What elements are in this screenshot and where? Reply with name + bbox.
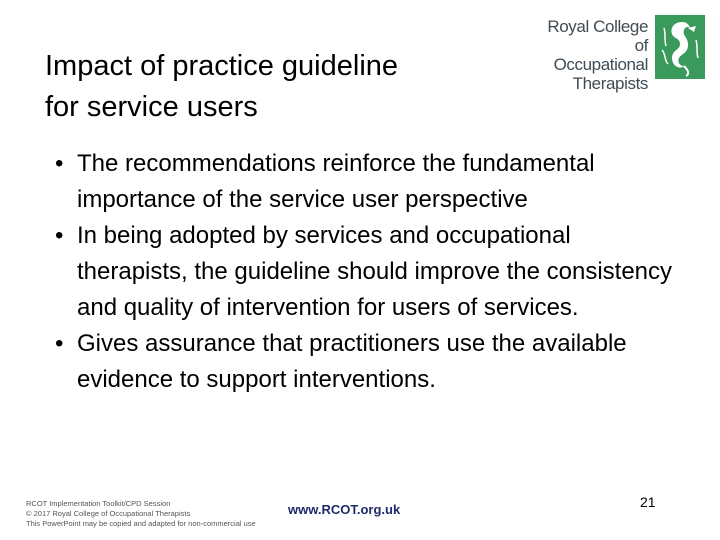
title-line-2: for service users	[45, 91, 258, 123]
footer-line-1: RCOT Implementation Toolkit/CPD Session	[26, 499, 171, 508]
bullet-marker: •	[55, 150, 64, 177]
slide-title	[45, 46, 545, 128]
seahorse-crest-icon	[654, 14, 706, 80]
bullet-marker: •	[55, 222, 64, 249]
bullet-marker: •	[55, 330, 64, 357]
page-number: 21	[640, 494, 656, 510]
rcot-logo	[530, 14, 710, 93]
bullet-item	[55, 146, 675, 218]
bullet-item	[55, 326, 675, 398]
bullet-text: In being adopted by services and occupational therapists, the guideline should improve the consistency and quality of intervention for users of services.	[77, 222, 673, 321]
title-line-1: Impact of practice guideline	[45, 50, 399, 82]
bullet-text: The recommendations reinforce the fundamental importance of the service user perspective	[77, 150, 595, 213]
footer-line-2: © 2017 Royal College of Occupational Therapists	[26, 509, 191, 518]
logo-line-1: Royal College of	[547, 17, 648, 55]
footer-line-3: This PowerPoint may be copied and adapted for non-commercial use	[26, 519, 256, 528]
bullet-list	[55, 146, 675, 398]
logo-line-3: Therapists	[572, 74, 648, 93]
footer-copyright	[26, 499, 296, 529]
website-link[interactable]: www.RCOT.org.uk	[288, 502, 401, 517]
logo-wordmark	[530, 17, 648, 93]
logo-line-2: Occupational	[553, 55, 648, 74]
bullet-text: Gives assurance that practitioners use the available evidence to support interventions.	[77, 330, 627, 393]
bullet-item	[55, 218, 675, 326]
